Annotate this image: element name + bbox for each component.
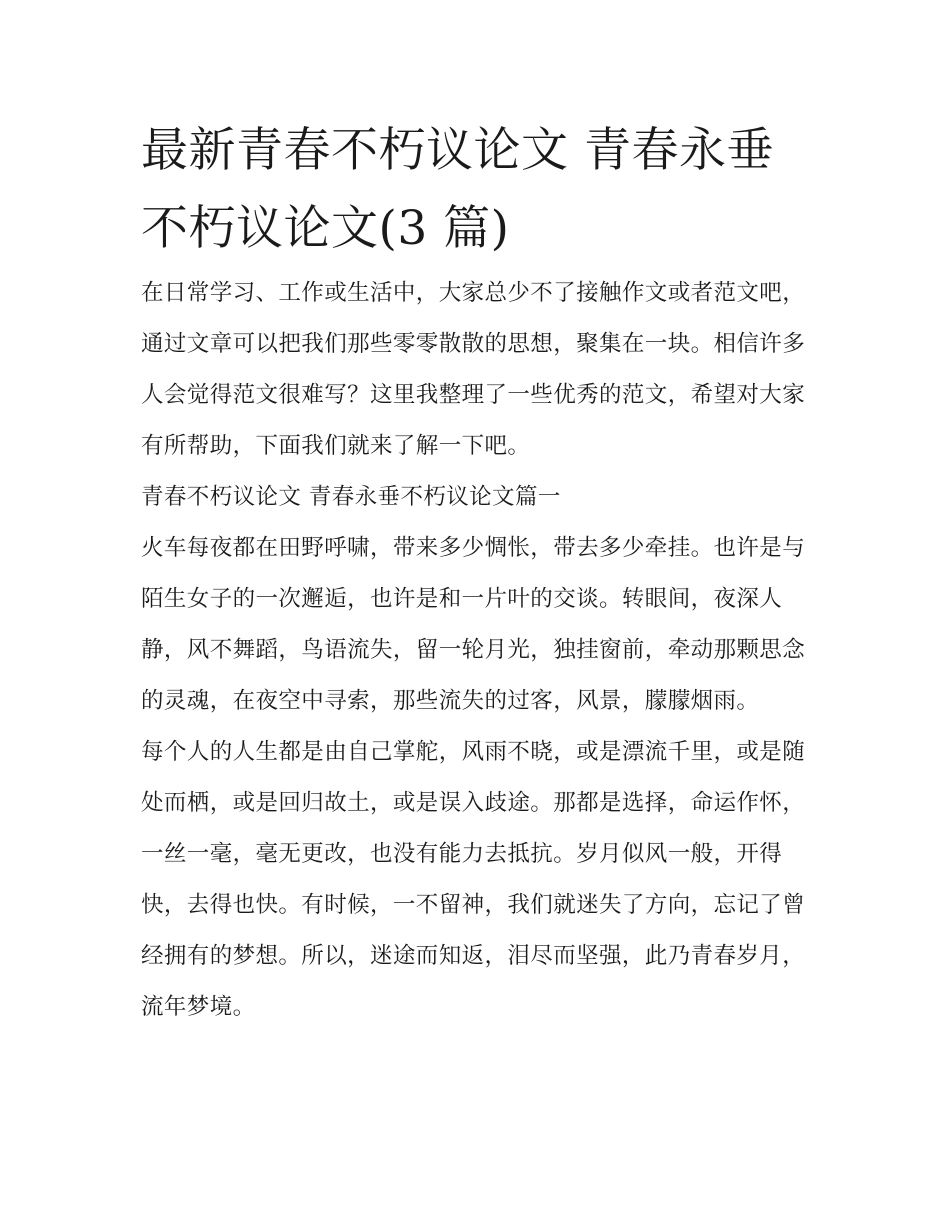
section-heading: 青春不朽议论文 青春永垂不朽议论文篇一 <box>141 484 561 510</box>
document-title: 最新青春不朽议论文 青春永垂不朽议论文(3 篇) <box>141 123 774 256</box>
body-paragraph: 每个人的人生都是由自己掌舵，风雨不晓，或是漂流千里，或是随处而栖，或是回归故土，或是误入歧途。那都是选择，命运作怀，一丝一毫，毫无更改，也没有能力去抵抗。岁月似风一般，开得快，去得也快。有时候，一不留神，我们就迷失了方向，忘记了曾经拥有的梦想。所以，迷途而知返，泪尽而坚强，此乃青春岁月，流年梦境。 <box>141 739 806 1020</box>
document-page <box>141 112 813 1033</box>
body-paragraph: 火车每夜都在田野呼啸，带来多少惆怅，带去多少牵挂。也许是与陌生女子的一次邂逅，也许是和一片叶的交谈。转眼间，夜深人静，风不舞蹈，鸟语流失，留一轮月光，独挂窗前，牵动那颗思念的灵魂，在夜空中寻索，那些流失的过客，风景，朦朦烟雨。 <box>141 535 806 714</box>
intro-paragraph: 在日常学习、工作或生活中，大家总少不了接触作文或者范文吧，通过文章可以把我们那些零零散散的思想，聚集在一块。相信许多人会觉得范文很难写？这里我整理了一些优秀的范文，希望对大家有所帮助，下面我们就来了解一下吧。 <box>141 280 806 459</box>
